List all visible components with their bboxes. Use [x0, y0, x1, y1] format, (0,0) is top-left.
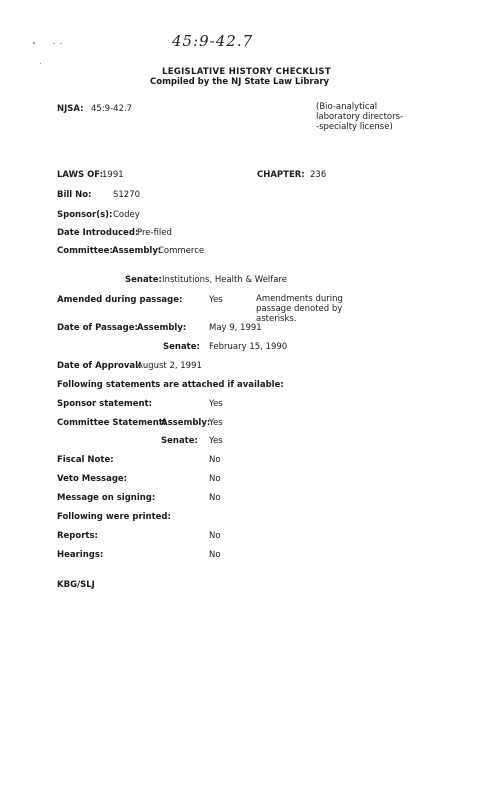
- njsa-label: NJSA:: [57, 104, 84, 114]
- reports-label: Reports:: [57, 531, 98, 541]
- sponsor-statement-value: Yes: [209, 399, 223, 409]
- chapter-value: 236: [310, 170, 327, 180]
- committee-statement-senate-label: Senate:: [161, 436, 198, 446]
- page-title: LEGISLATIVE HISTORY CHECKLIST: [162, 67, 331, 77]
- committee-statement-senate-value: Yes: [209, 436, 223, 446]
- scan-speck: [33, 42, 35, 44]
- amended-label: Amended during passage:: [57, 295, 183, 305]
- committee-statement-assembly-value: Yes: [209, 418, 223, 428]
- veto-message-label: Veto Message:: [57, 474, 128, 484]
- fiscal-note-label: Fiscal Note:: [57, 455, 114, 465]
- approval-value: August 2, 1991: [137, 361, 202, 371]
- scan-speck: [40, 63, 41, 64]
- committee-senate-value: Institutions, Health & Welfare: [162, 275, 288, 285]
- message-signing-label: Message on signing:: [57, 493, 156, 503]
- njsa-description: (Bio-analytical laboratory directors--specialty license): [316, 102, 404, 132]
- passage-label: Date of Passage:: [57, 323, 138, 333]
- committee-label: Committee:: [57, 246, 113, 256]
- bill-no-label: Bill No:: [57, 190, 92, 200]
- amended-note: Amendments during passage denoted by asterisks.: [256, 294, 343, 324]
- laws-of-value: 1991: [102, 170, 124, 180]
- reports-value: No: [209, 531, 221, 541]
- fiscal-note-value: No: [209, 455, 221, 465]
- hearings-value: No: [209, 550, 221, 560]
- handwritten-number: 45:9-42.7: [172, 32, 254, 50]
- message-signing-value: No: [209, 493, 221, 503]
- committee-assembly-value: Commerce: [158, 246, 205, 256]
- passage-senate-value: February 15, 1990: [209, 342, 288, 352]
- sponsor-statement-label: Sponsor statement:: [57, 399, 152, 409]
- page-subtitle: Compiled by the NJ State Law Library: [150, 77, 330, 87]
- date-introduced-label: Date Introduced:: [57, 228, 139, 238]
- approval-label: Date of Approval:: [57, 361, 142, 371]
- veto-message-value: No: [209, 474, 221, 484]
- sponsors-value: Codey: [113, 210, 140, 220]
- committee-statement-label: Committee Statement:: [57, 418, 167, 428]
- committee-senate-label: Senate:: [125, 275, 162, 285]
- committee-statement-assembly-label: Assembly:: [161, 418, 211, 428]
- scan-speck: [53, 43, 55, 44]
- printed-heading: Following were printed:: [57, 512, 171, 522]
- statements-heading: Following statements are attached if available:: [57, 380, 284, 390]
- scan-speck: [60, 43, 62, 44]
- passage-assembly-value: May 9, 1991: [209, 323, 262, 333]
- sponsors-label: Sponsor(s):: [57, 210, 113, 220]
- passage-assembly-label: Assembly:: [137, 323, 187, 333]
- bill-no-value: S1270: [113, 190, 141, 200]
- hearings-label: Hearings:: [57, 550, 104, 560]
- committee-assembly-label: Assembly:: [112, 246, 162, 256]
- amended-value: Yes: [209, 295, 223, 305]
- initials: KBG/SLJ: [57, 580, 95, 590]
- chapter-label: CHAPTER:: [257, 170, 305, 180]
- njsa-value: 45:9-42.7: [91, 104, 133, 114]
- date-introduced-value: Pre-filed: [137, 228, 172, 238]
- passage-senate-label: Senate:: [163, 342, 200, 352]
- laws-of-label: LAWS OF:: [57, 170, 104, 180]
